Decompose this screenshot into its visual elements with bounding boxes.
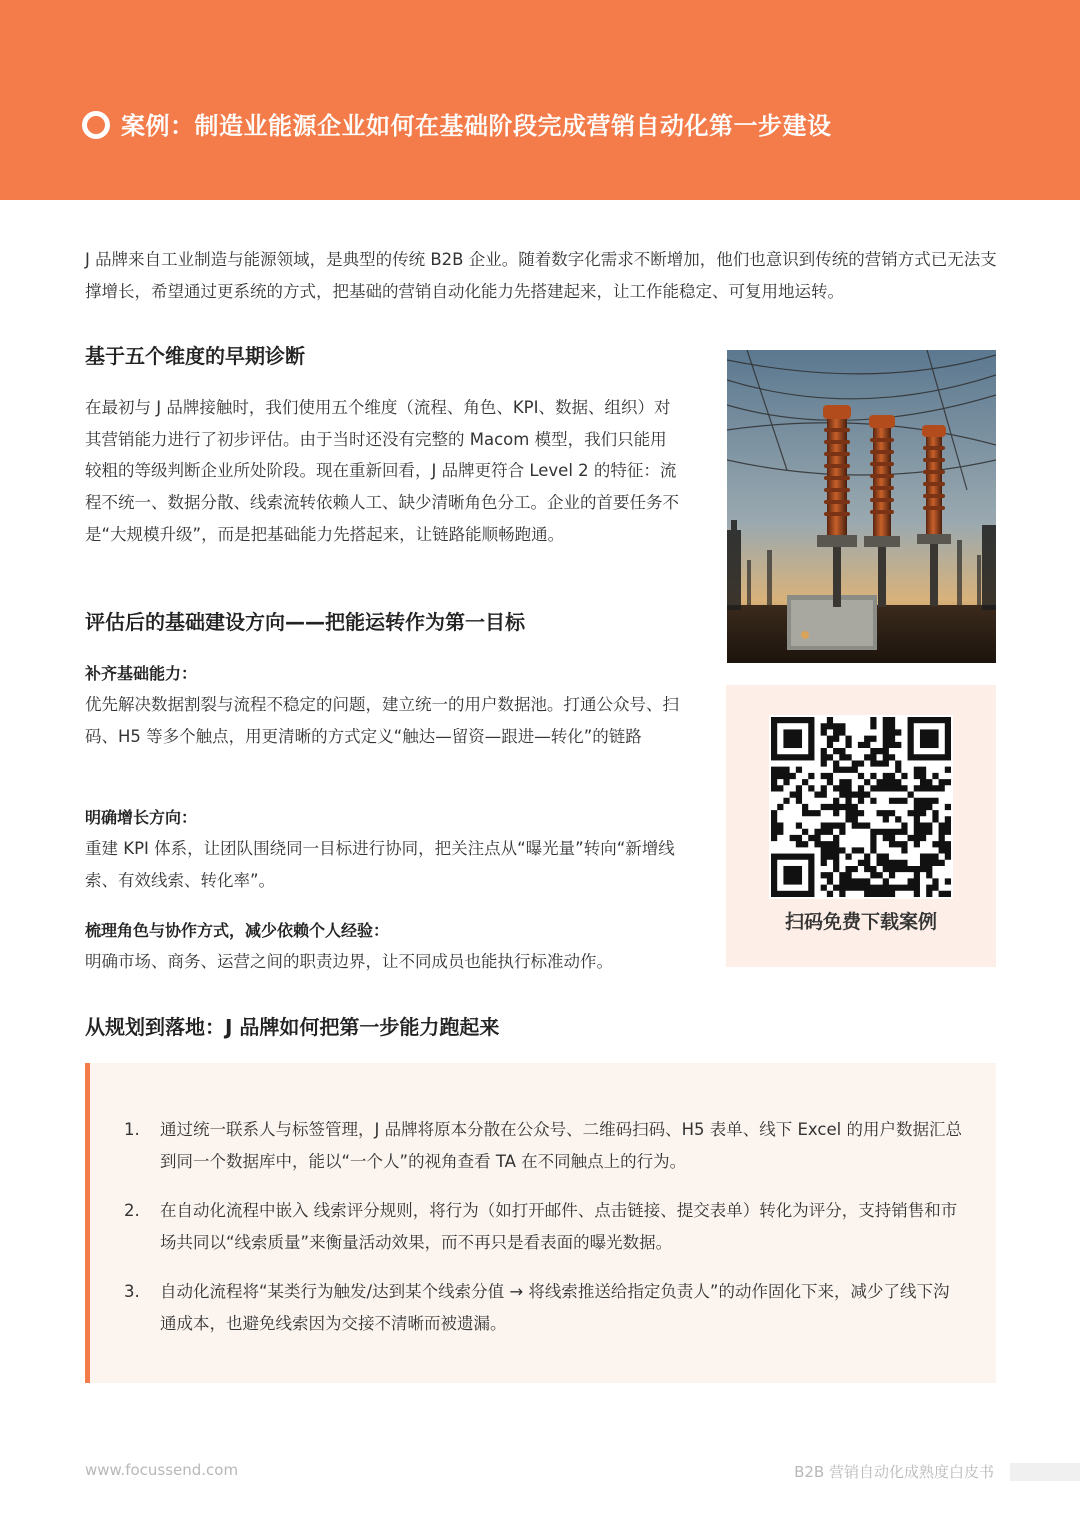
step-text: 在自动化流程中嵌入 线索评分规则，将行为（如打开邮件、点击链接、提交表单）转化为评分，支持销售和市场共同以“线索质量”来衡量活动效果，而不再只是看表面的曝光数据。 [160, 1201, 958, 1252]
footer-website[interactable]: www.focussend.com [85, 1461, 239, 1479]
qr-caption: 扫码免费下载案例 [784, 911, 937, 933]
section-heading-direction: 评估后的基础建设方向——把能运转作为第一目标 [85, 610, 525, 634]
step-number: 3. [124, 1282, 140, 1301]
substation-photo [727, 350, 996, 663]
basic-capability-text: 优先解决数据割裂与流程不稳定的问题，建立统一的用户数据池。打通公众号、扫码、H5 等多个触点，用更清晰的方式定义“触达—留资—跟进—转化”的链路 [85, 695, 679, 746]
footer-decoration [1010, 1463, 1080, 1481]
implementation-steps-panel [85, 1063, 996, 1383]
subheading-basic-capability: 补齐基础能力： [85, 664, 198, 683]
intro-paragraph: J 品牌来自工业制造与能源领域，是典型的传统 B2B 企业。随着数字化需求不断增加，他们也意识到传统的营销方式已无法支撑增长，希望通过更系统的方式，把基础的营销自动化能力先搭建起来，让工作能稳定、可复用地运转。 [85, 250, 997, 301]
section-heading-implementation: 从规划到落地：J 品牌如何把第一步能力跑起来 [85, 1015, 500, 1039]
list-item [124, 1114, 964, 1177]
page-title: 案例：制造业能源企业如何在基础阶段完成营销自动化第一步建设 [121, 112, 832, 140]
roles-text: 明确市场、商务、运营之间的职责边界，让不同成员也能执行标准动作。 [85, 952, 613, 971]
diagnosis-paragraph: 在最初与 J 品牌接触时，我们使用五个维度（流程、角色、KPI、数据、组织）对其营销能力进行了初步评估。由于当时还没有完整的 Macom 模型，我们只能用较粗的等级判断企业所处阶段。现在重新回看，J 品牌更符合 Level 2 的特征：流程不统一、数据分散、线索流转依赖人工、缺少清晰角色分工。企业的首要任务不是“大规模升级”，而是把基础能力先搭起来，让链路能顺畅跑通。 [85, 398, 679, 544]
circle-bullet-icon [82, 111, 110, 139]
qr-code[interactable] [769, 715, 953, 899]
step-text: 通过统一联系人与标签管理，J 品牌将原本分散在公众号、二维码扫码、H5 表单、线下 Excel 的用户数据汇总到同一个数据库中，能以“一个人”的视角查看 TA 在不同触点上的行为。 [160, 1120, 962, 1171]
step-text: 自动化流程将“某类行为触发/达到某个线索分值 → 将线索推送给指定负责人”的动作固化下来，减少了线下沟通成本，也避免线索因为交接不清晰而被遗漏。 [160, 1282, 950, 1333]
step-number: 2. [124, 1201, 140, 1220]
qr-download-card[interactable] [726, 685, 996, 967]
page-header-banner [0, 0, 1080, 200]
subheading-growth-direction: 明确增长方向： [85, 808, 198, 827]
list-item [124, 1195, 964, 1258]
list-item [124, 1276, 964, 1339]
step-number: 1. [124, 1120, 140, 1139]
subheading-roles: 梳理角色与协作方式，减少依赖个人经验： [85, 921, 390, 940]
growth-direction-text: 重建 KPI 体系，让团队围绕同一目标进行协同，把关注点从“曝光量”转向“新增线索、有效线索、转化率”。 [85, 839, 675, 890]
section-heading-diagnosis: 基于五个维度的早期诊断 [85, 344, 305, 368]
footer-document-title: B2B 营销自动化成熟度白皮书 [794, 1463, 994, 1481]
